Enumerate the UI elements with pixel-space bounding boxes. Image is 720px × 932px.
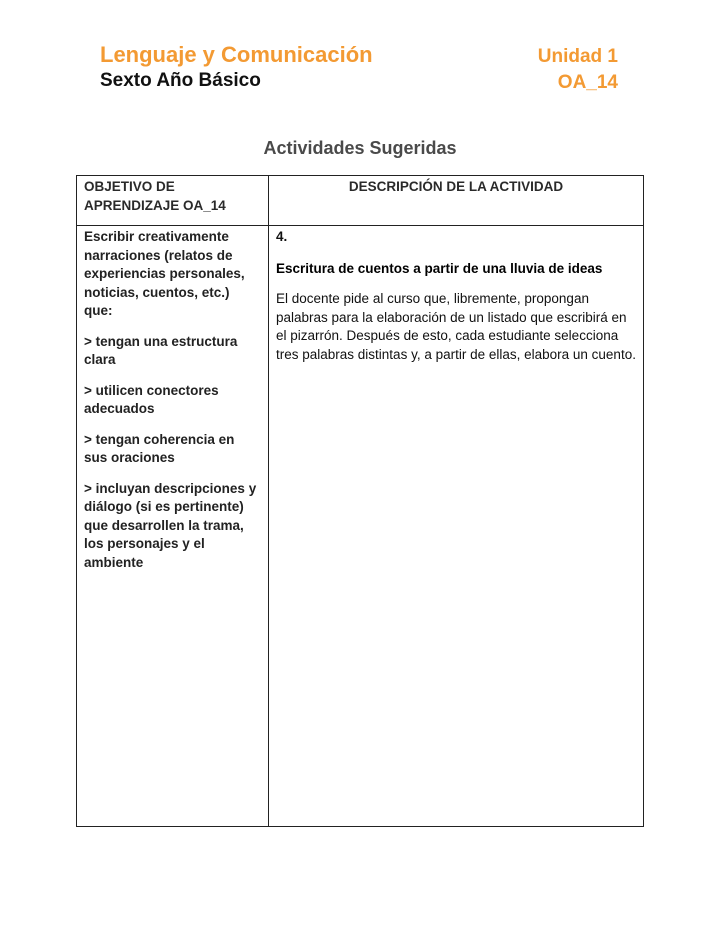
objective-intro: Escribir creativamente narraciones (relatos de experiencias personales, noticias, cuentos, etc.) que: bbox=[84, 229, 245, 318]
section-title: Actividades Sugeridas bbox=[263, 138, 457, 158]
table-header-row bbox=[77, 176, 644, 226]
oa-label: OA_14 bbox=[557, 72, 618, 93]
objective-cell bbox=[77, 226, 269, 827]
activity-title: Escritura de cuentos a partir de una lluvia de ideas bbox=[276, 260, 603, 276]
objective-column-header: OBJETIVO DE APRENDIZAJE OA_14 bbox=[77, 176, 269, 226]
unit-label: Unidad 1 bbox=[537, 46, 618, 67]
criterion-item: > tengan coherencia en sus oraciones bbox=[84, 431, 235, 465]
activity-number: 4. bbox=[276, 229, 288, 244]
table-row bbox=[77, 226, 644, 827]
subject-title: Lenguaje y Comunicación bbox=[100, 42, 373, 67]
criterion-item: > incluyan descripciones y diálogo (si es pertinente) que desarrollen la trama, los personajes y el ambiente bbox=[84, 480, 257, 570]
activity-body: El docente pide al curso que, libremente, propongan palabras para la elaboración de un listado que escribirá en el pizarrón. Después de esto, cada estudiante selecciona tres palabras distintas y, a partir de ellas, elabora un cuento. bbox=[276, 291, 636, 362]
activity-table bbox=[76, 175, 644, 827]
description-column-header: DESCRIPCIÓN DE LA ACTIVIDAD bbox=[269, 176, 644, 226]
description-cell bbox=[269, 226, 644, 827]
header-left bbox=[100, 42, 373, 94]
header-right bbox=[538, 44, 618, 96]
criterion-item: > tengan una estructura clara bbox=[84, 333, 238, 367]
grade-title: Sexto Año Básico bbox=[100, 70, 261, 91]
criterion-item: > utilicen conectores adecuados bbox=[84, 382, 219, 416]
